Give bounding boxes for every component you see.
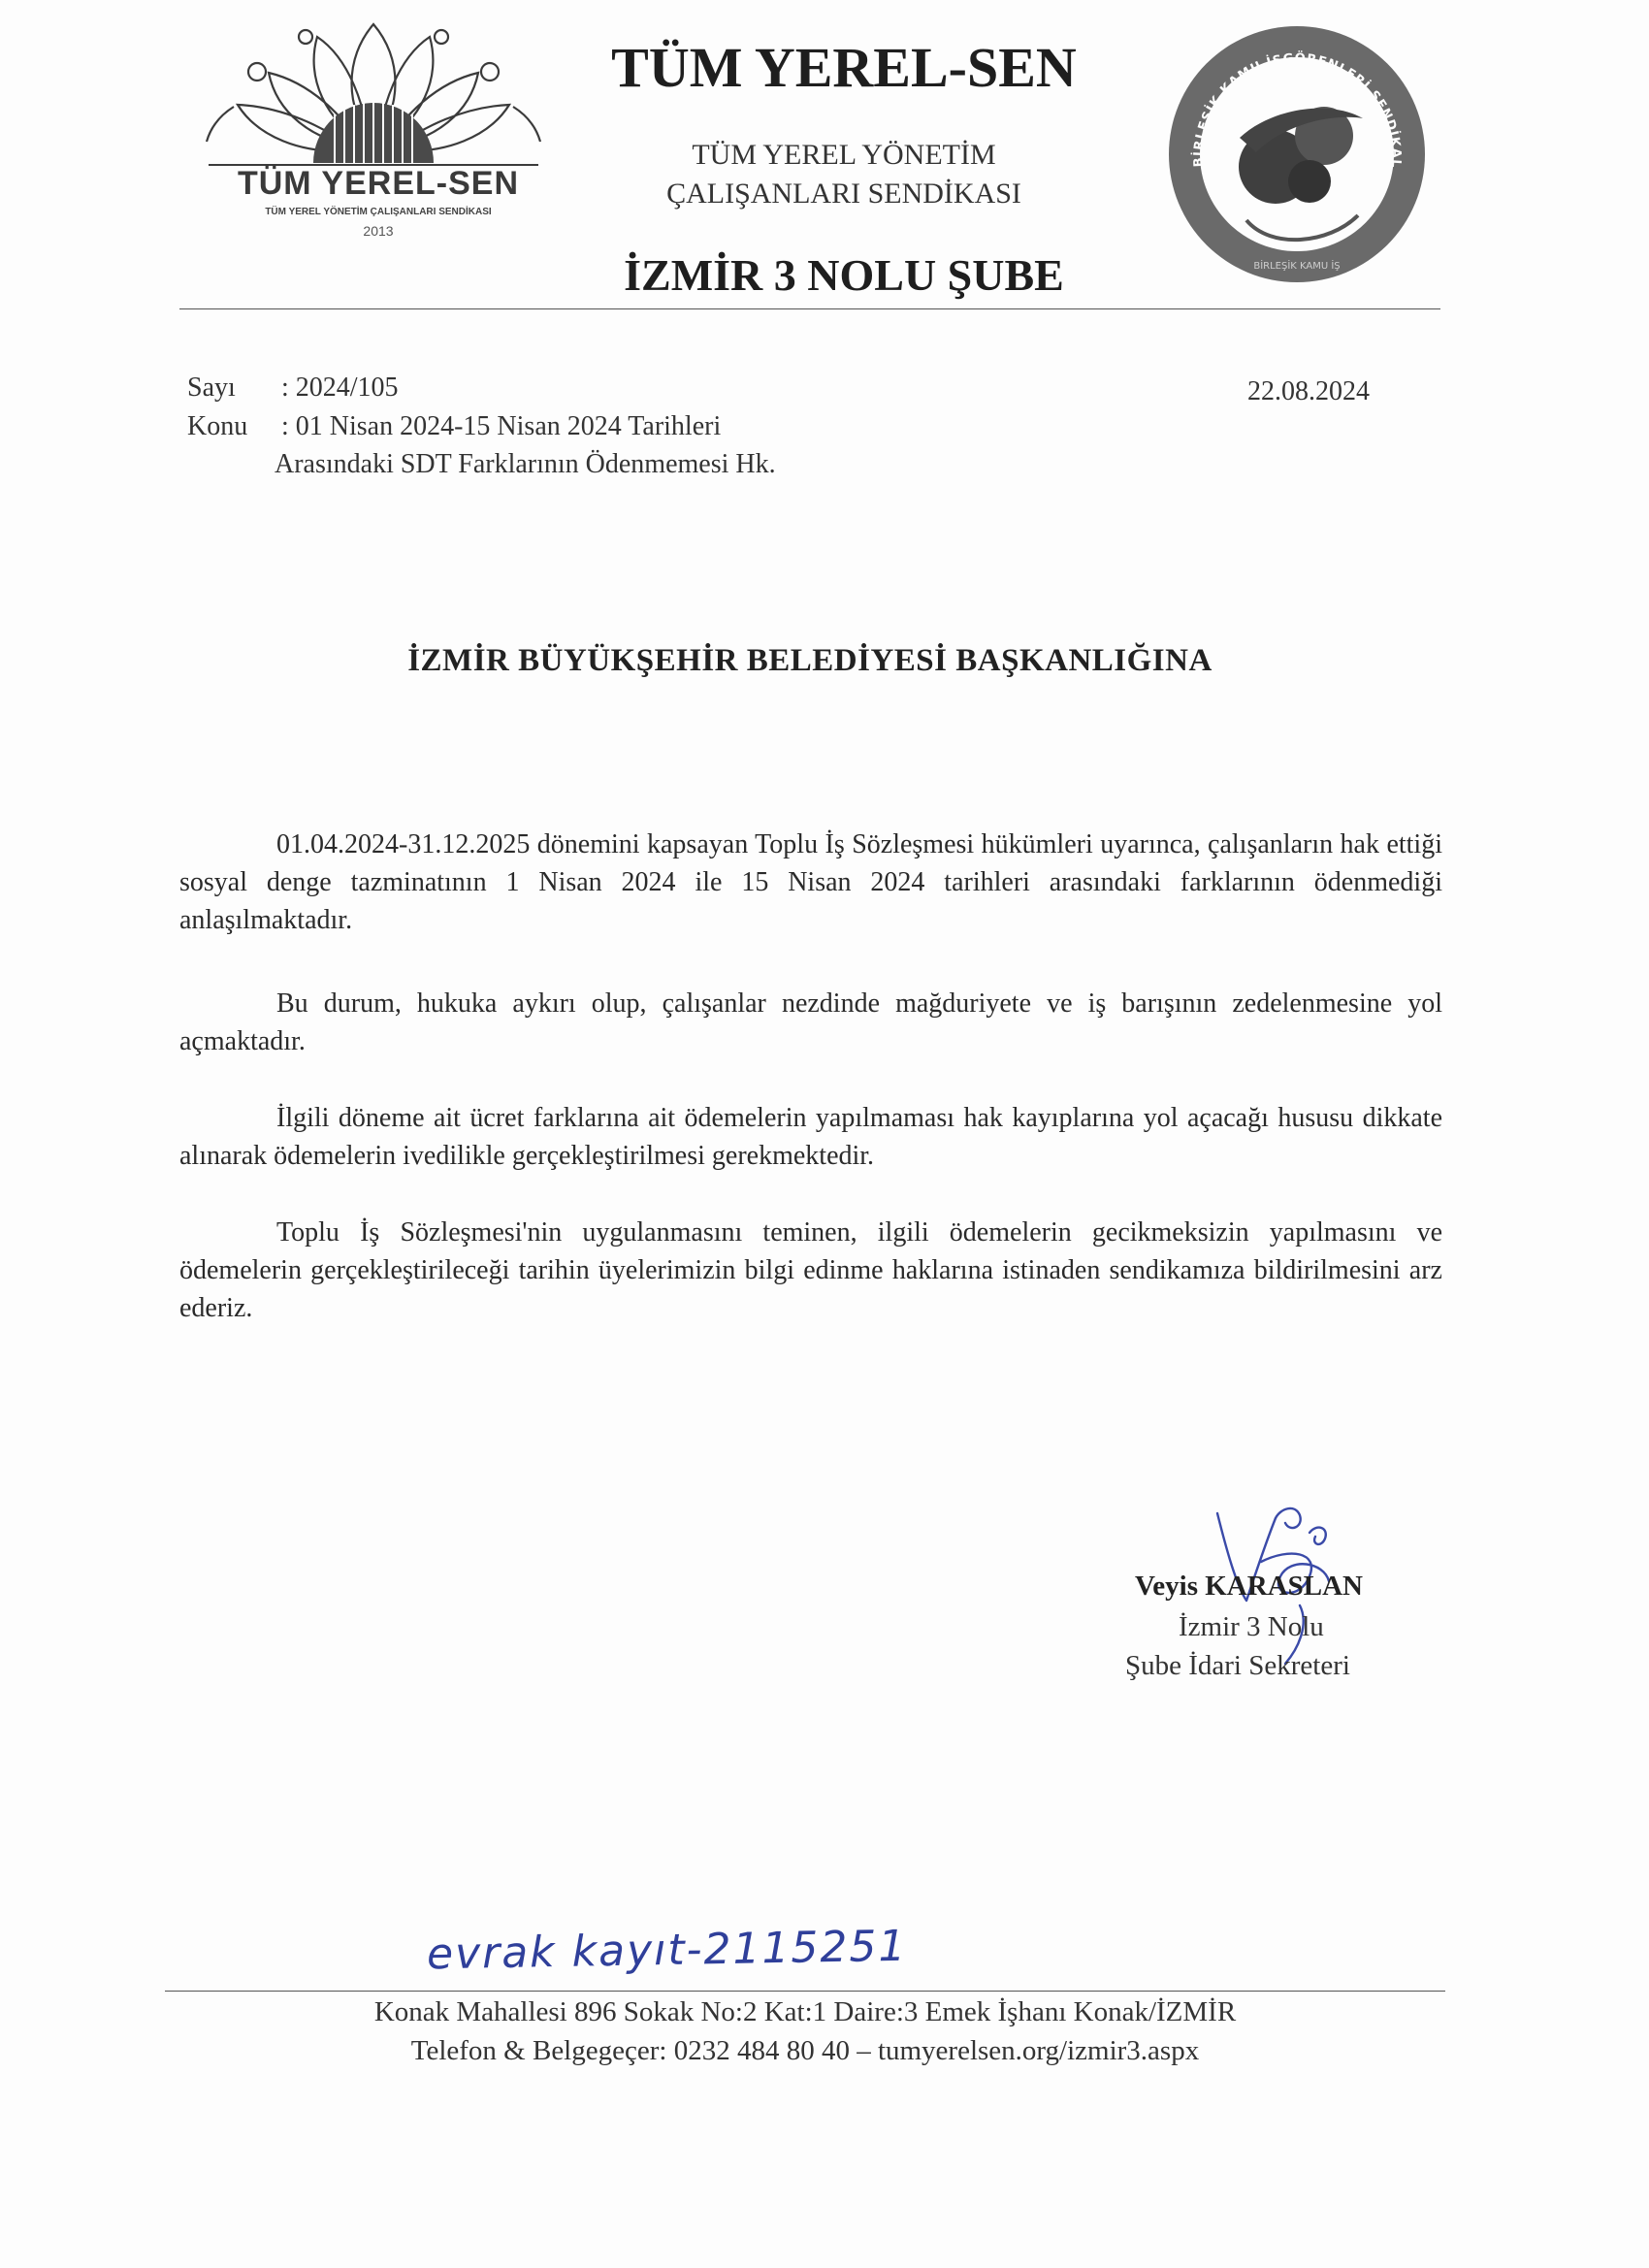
konu-value-line1: : 01 Nisan 2024-15 Nisan 2024 Tarihleri xyxy=(281,411,722,441)
union-logo xyxy=(199,19,548,252)
branch-name: İZMİR 3 NOLU ŞUBE xyxy=(624,250,1064,300)
seal-bottom-text: BİRLEŞİK KAMU İŞ xyxy=(1253,261,1341,272)
paragraph-text: Toplu İş Sözleşmesi'nin uygulanmasını teminen, ilgili ödemelerin gecikmeksizin yapılmasını ve ödemelerin gerçekleştirileceği tarihin üyelerimizin bilgi edinme haklarına istinaden sendikamıza bildirilmesini arz ederiz. xyxy=(179,1217,1442,1323)
confederation-seal xyxy=(1164,21,1431,288)
org-fullname-line2: ÇALIŞANLARI SENDİKASI xyxy=(666,178,1021,210)
signatory-title-line1: İzmir 3 Nolu xyxy=(1179,1611,1324,1642)
footer-divider xyxy=(165,1991,1445,1992)
logo-subtitle: TÜM YEREL YÖNETİM ÇALIŞANLARI SENDİKASI xyxy=(265,207,492,217)
confederation-seal-icon xyxy=(1164,21,1431,288)
konu-value-line2: Arasındaki SDT Farklarının Ödenmemesi Hk. xyxy=(275,449,776,479)
sayi-label: Sayı xyxy=(187,373,236,403)
paragraph-text: İlgili döneme ait ücret farklarına ait ödemelerin yapılmaması hak kayıplarına yol açacağı hususu dikkate alınarak ödemelerin ivedilikle gerçekleştirilmesi gerekmektedir. xyxy=(179,1103,1442,1171)
paragraph-text: 01.04.2024-31.12.2025 dönemini kapsayan Toplu İş Sözleşmesi hükümleri uyarınca, çalışanların hak ettiği sosyal denge tazminatının 1 Nisan 2024 ile 15 Nisan 2024 tarihleri arasındaki farklarının ödenmediği anlaşılmaktadır. xyxy=(179,829,1442,935)
header-divider xyxy=(179,308,1440,309)
registry-note: evrak kayıt-2115251 xyxy=(426,1921,908,1980)
body-paragraph-2 xyxy=(179,985,1442,1060)
konu-label: Konu xyxy=(187,411,248,441)
sayi-value: : 2024/105 xyxy=(281,373,399,403)
document-date: 22.08.2024 xyxy=(1247,376,1370,406)
lotus-emblem-icon xyxy=(199,19,548,175)
seal-ring-text: BİRLEŞİK KAMU İŞGÖRENLERİ SENDİKAL xyxy=(1191,50,1404,169)
body-paragraph-3 xyxy=(179,1099,1442,1175)
org-title: TÜM YEREL-SEN xyxy=(611,36,1077,99)
signatory-name: Veyis KARASLAN xyxy=(1135,1571,1363,1602)
paragraph-text: Bu durum, hukuka aykırı olup, çalışanlar nezdinde mağduriyete ve iş barışının zedelenmesine yol açmaktadır. xyxy=(179,988,1442,1056)
signatory-title-line2: Şube İdari Sekreteri xyxy=(1125,1650,1350,1681)
footer-address: Konak Mahallesi 896 Sokak No:2 Kat:1 Daire:3 Emek İşhanı Konak/İZMİR xyxy=(373,1996,1237,2027)
body-paragraph-4 xyxy=(179,1214,1442,1327)
logo-year: 2013 xyxy=(363,223,394,239)
footer-contact: Telefon & Belgegeçer: 0232 484 80 40 – tumyerelsen.org/izmir3.aspx xyxy=(410,2035,1200,2066)
org-fullname-line1: TÜM YEREL YÖNETİM xyxy=(692,139,996,171)
body-paragraph-1 xyxy=(179,826,1442,939)
org-fullname xyxy=(543,136,1145,213)
logo-name: TÜM YEREL-SEN xyxy=(237,165,520,202)
addressee: İZMİR BÜYÜKŞEHİR BELEDİYESİ BAŞKANLIĞINA xyxy=(407,643,1212,678)
